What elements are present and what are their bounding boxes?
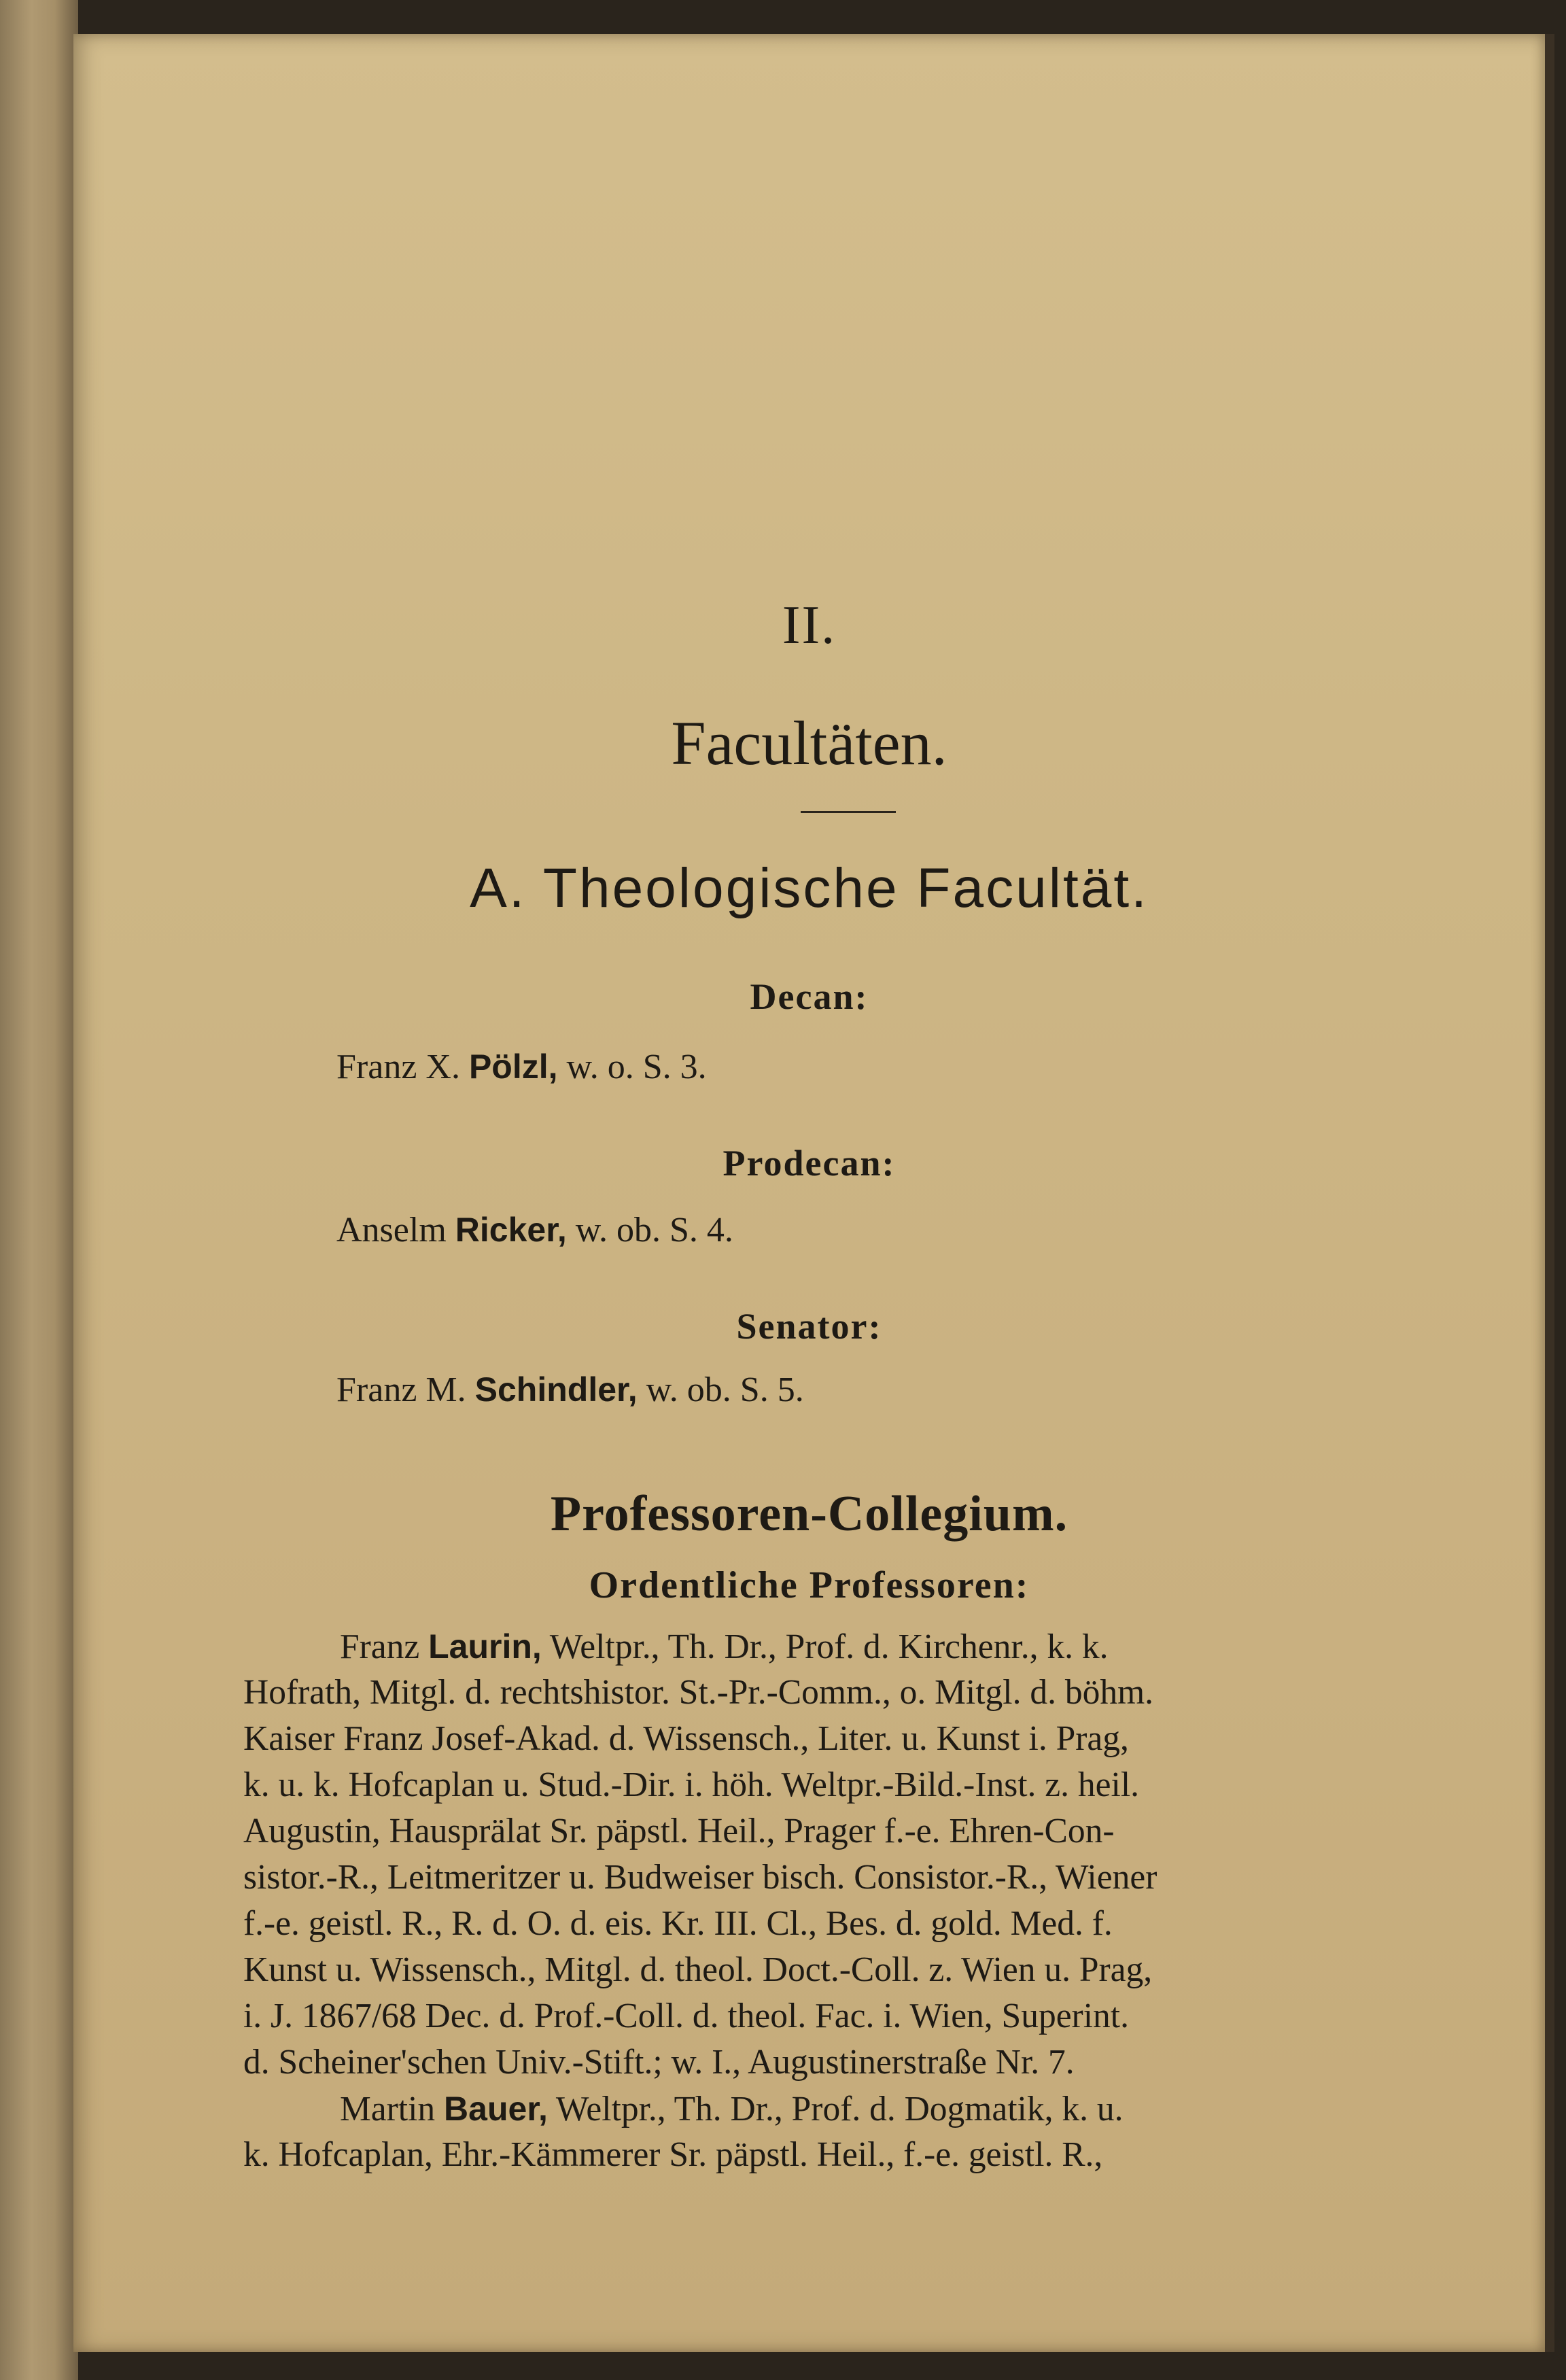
person-suffix: w. ob. S. 4. [575, 1211, 733, 1249]
professor-entry-laurin [243, 1623, 1412, 2086]
entry-line: Hofrath, Mitgl. d. rechtshistor. St.-Pr.-Comm., o. Mitgl. d. böhm. [243, 1673, 1153, 1712]
entry-line: d. Scheiner'schen Univ.-Stift.; w. I., Augustinerstraße Nr. 7. [243, 2043, 1075, 2082]
entry-line: Kaiser Franz Josef-Akad. d. Wissensch., Liter. u. Kunst i. Prag, [243, 1719, 1129, 1758]
person-surname: Pölzl, [468, 1048, 558, 1086]
person-senator [336, 1370, 804, 1410]
entry-line: Kunst u. Wissensch., Mitgl. d. theol. Doct.-Coll. z. Wien u. Prag, [243, 1950, 1153, 1989]
person-surname: Ricker, [455, 1211, 567, 1249]
person-decan [336, 1047, 707, 1087]
person-prefix: Franz M. [336, 1370, 466, 1409]
entry-prefix: Martin [340, 2090, 436, 2128]
chapter-number: II. [782, 596, 837, 655]
person-surname: Schindler, [474, 1370, 638, 1409]
person-suffix: w. ob. S. 5. [646, 1370, 804, 1409]
entry-first-line [243, 1623, 1412, 1670]
person-prodecan [336, 1210, 733, 1250]
entry-line: f.-e. geistl. R., R. d. O. d. eis. Kr. III. Cl., Bes. d. gold. Med. f. [243, 1904, 1113, 1943]
entry-line: k. Hofcaplan, Ehr.-Kämmerer Sr. päpstl. Heil., f.-e. geistl. R., [243, 2135, 1103, 2174]
person-prefix: Anselm [336, 1211, 447, 1249]
entry-line: k. u. k. Hofcaplan u. Stud.-Dir. i. höh. Weltpr.-Bild.-Inst. z. heil. [243, 1765, 1140, 1804]
collegium-title: Professoren-Collegium. [550, 1486, 1068, 1542]
entry-surname: Laurin, [428, 1627, 542, 1666]
entry-line: i. J. 1867/68 Dec. d. Prof.-Coll. d. theol. Fac. i. Wien, Superint. [243, 1997, 1129, 2035]
entry-prefix: Franz [340, 1627, 420, 1666]
entry-line: sistor.-R., Leitmeritzer u. Budweiser bisch. Consistor.-R., Wiener [243, 1858, 1158, 1897]
section-title: A. Theologische Facultät. [470, 857, 1149, 919]
document-page [73, 34, 1545, 2352]
person-prefix: Franz X. [336, 1048, 460, 1086]
entry-first-line [243, 2086, 1412, 2132]
professor-entry-bauer [243, 2086, 1412, 2178]
entry-rest: Weltpr., Th. Dr., Prof. d. Kirchenr., k. k. [549, 1627, 1109, 1666]
entry-rest: Weltpr., Th. Dr., Prof. d. Dogmatik, k. u. [555, 2090, 1124, 2128]
book-spine-edge [0, 0, 78, 2380]
role-prodecan: Prodecan: [723, 1143, 896, 1184]
entry-surname: Bauer, [444, 2090, 548, 2128]
role-decan: Decan: [750, 976, 869, 1017]
chapter-title: Facultäten. [671, 708, 947, 778]
person-suffix: w. o. S. 3. [566, 1048, 707, 1086]
entry-line: Augustin, Hausprälat Sr. päpstl. Heil., Prager f.-e. Ehren-Con- [243, 1812, 1115, 1850]
collegium-subtitle: Ordentliche Professoren: [589, 1564, 1030, 1606]
role-senator: Senator: [736, 1306, 882, 1347]
title-divider [801, 811, 896, 813]
